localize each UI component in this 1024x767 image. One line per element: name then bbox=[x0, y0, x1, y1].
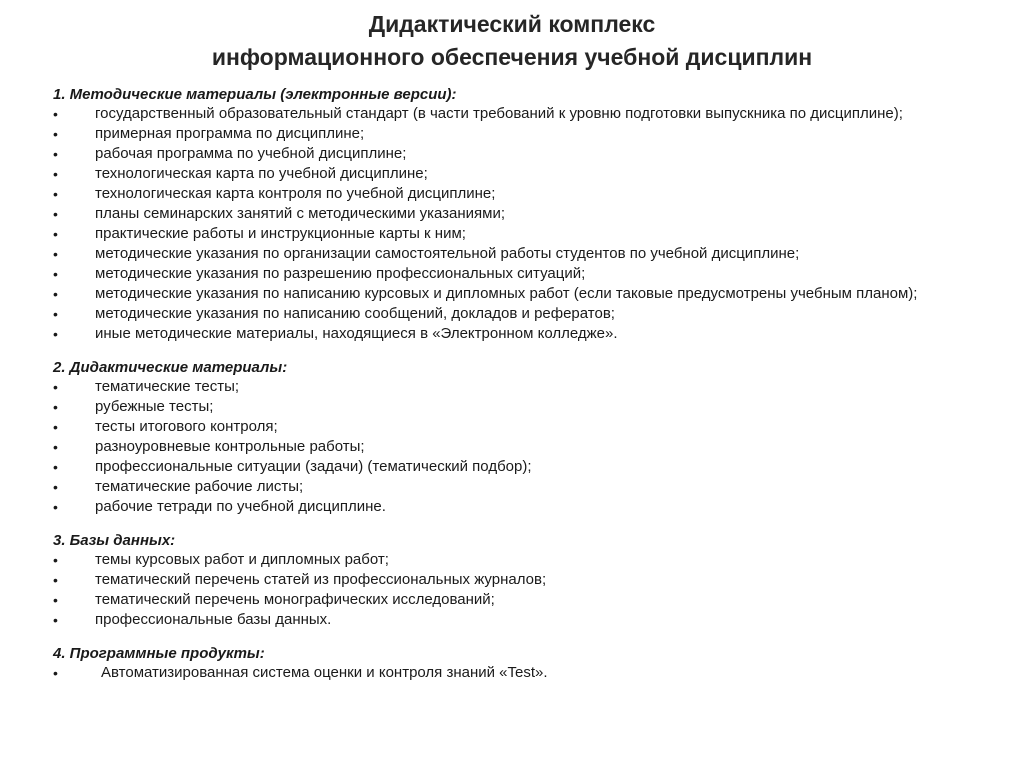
bullet-icon: • bbox=[53, 306, 58, 322]
section-heading: 2. Дидактические материалы: bbox=[53, 359, 288, 376]
bullet-icon: • bbox=[53, 592, 58, 608]
list-item-text: технологическая карта контроля по учебной дисциплине; bbox=[95, 185, 496, 202]
list-item-text: профессиональные базы данных. bbox=[95, 611, 332, 628]
list-item-text: иные методические материалы, находящиеся в «Электронном колледже». bbox=[95, 325, 618, 342]
list-item-text: профессиональные ситуации (задачи) (тематический подбор); bbox=[95, 458, 532, 475]
bullet-icon: • bbox=[53, 612, 58, 628]
list-item-text: разноуровневые контрольные работы; bbox=[95, 438, 365, 455]
bullet-list bbox=[53, 552, 973, 628]
list-item bbox=[53, 106, 973, 122]
bullet-icon: • bbox=[53, 126, 58, 142]
list-item bbox=[53, 399, 973, 415]
list-item bbox=[53, 419, 973, 435]
list-item-text: тематические рабочие листы; bbox=[95, 478, 304, 495]
bullet-icon: • bbox=[53, 439, 58, 455]
list-item-text: планы семинарских занятий с методическими указаниями; bbox=[95, 205, 506, 222]
list-item bbox=[53, 246, 973, 262]
section-4 bbox=[53, 645, 973, 681]
list-item bbox=[53, 166, 973, 182]
list-item bbox=[53, 226, 973, 242]
bullet-icon: • bbox=[53, 206, 58, 222]
bullet-icon: • bbox=[53, 572, 58, 588]
bullet-icon: • bbox=[53, 166, 58, 182]
list-item-text: методические указания по разрешению профессиональных ситуаций; bbox=[95, 265, 586, 282]
list-item bbox=[53, 306, 973, 322]
page-title bbox=[0, 8, 1024, 74]
list-item bbox=[53, 439, 973, 455]
list-item-text: рабочие тетради по учебной дисциплине. bbox=[95, 498, 386, 515]
list-item-text: государственный образовательный стандарт (в части требований к уровню подготовки выпускника по дисциплине); bbox=[95, 105, 903, 122]
list-item bbox=[53, 326, 973, 342]
document-body bbox=[53, 86, 973, 685]
list-item bbox=[53, 146, 973, 162]
list-item-text: тематический перечень монографических исследований; bbox=[95, 591, 495, 608]
list-item bbox=[53, 126, 973, 142]
list-item-text: тематический перечень статей из профессиональных журналов; bbox=[95, 571, 547, 588]
section-heading: 3. Базы данных: bbox=[53, 532, 176, 549]
list-item-text: рубежные тесты; bbox=[95, 398, 214, 415]
bullet-icon: • bbox=[53, 665, 58, 681]
list-item bbox=[53, 499, 973, 515]
list-item-text: технологическая карта по учебной дисциплине; bbox=[95, 165, 428, 182]
bullet-list bbox=[53, 106, 973, 342]
list-item-text: тематические тесты; bbox=[95, 378, 240, 395]
bullet-icon: • bbox=[53, 286, 58, 302]
list-item-text: методические указания по организации самостоятельной работы студентов по учебной дисциплине; bbox=[95, 245, 800, 262]
list-item bbox=[53, 459, 973, 475]
bullet-icon: • bbox=[53, 399, 58, 415]
list-item bbox=[53, 286, 973, 302]
section-heading: 1. Методические материалы (электронные версии): bbox=[53, 86, 457, 103]
bullet-icon: • bbox=[53, 499, 58, 515]
list-item-text: тесты итогового контроля; bbox=[95, 418, 278, 435]
bullet-icon: • bbox=[53, 326, 58, 342]
bullet-icon: • bbox=[53, 246, 58, 262]
list-item-text: методические указания по написанию сообщений, докладов и рефератов; bbox=[95, 305, 615, 322]
list-item bbox=[53, 479, 973, 495]
section-1 bbox=[53, 86, 973, 342]
list-item bbox=[53, 552, 973, 568]
list-item-text: методические указания по написанию курсовых и дипломных работ (если таковые предусмотрены учебным планом); bbox=[95, 285, 918, 302]
title-line-2: информационного обеспечения учебной дисциплин bbox=[211, 44, 813, 70]
section-3 bbox=[53, 532, 973, 628]
list-item-text: примерная программа по дисциплине; bbox=[95, 125, 365, 142]
bullet-list bbox=[53, 379, 973, 515]
bullet-icon: • bbox=[53, 479, 58, 495]
bullet-icon: • bbox=[53, 459, 58, 475]
bullet-icon: • bbox=[53, 226, 58, 242]
list-item-text: рабочая программа по учебной дисциплине; bbox=[95, 145, 407, 162]
list-item bbox=[53, 592, 973, 608]
list-item bbox=[53, 186, 973, 202]
list-item-text: Автоматизированная система оценки и контроля знаний «Test». bbox=[101, 664, 548, 681]
bullet-icon: • bbox=[53, 379, 58, 395]
bullet-icon: • bbox=[53, 106, 58, 122]
bullet-icon: • bbox=[53, 186, 58, 202]
list-item bbox=[53, 266, 973, 282]
list-item bbox=[53, 572, 973, 588]
title-line-1: Дидактический комплекс bbox=[368, 11, 656, 37]
list-item bbox=[53, 379, 973, 395]
bullet-icon: • bbox=[53, 419, 58, 435]
list-item-text: практические работы и инструкционные карты к ним; bbox=[95, 225, 466, 242]
list-item-text: темы курсовых работ и дипломных работ; bbox=[95, 551, 389, 568]
bullet-icon: • bbox=[53, 552, 58, 568]
bullet-icon: • bbox=[53, 146, 58, 162]
bullet-icon: • bbox=[53, 266, 58, 282]
list-item bbox=[53, 206, 973, 222]
list-item bbox=[53, 665, 973, 681]
section-heading: 4. Программные продукты: bbox=[53, 645, 265, 662]
section-2 bbox=[53, 359, 973, 515]
list-item bbox=[53, 612, 973, 628]
bullet-list bbox=[53, 665, 973, 681]
